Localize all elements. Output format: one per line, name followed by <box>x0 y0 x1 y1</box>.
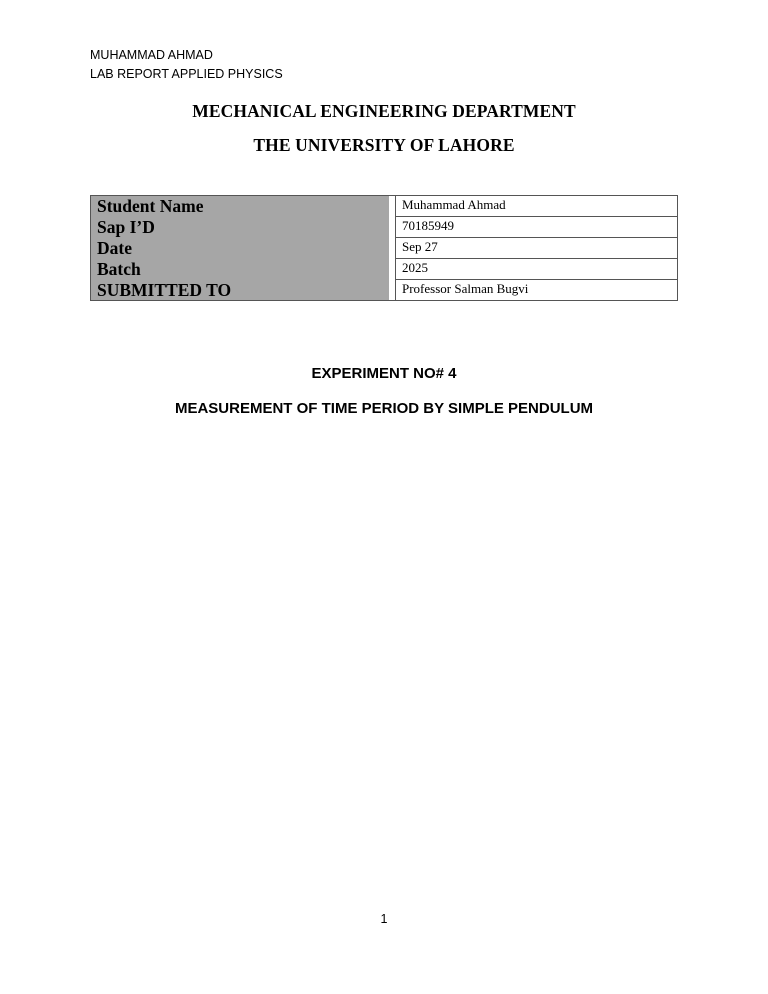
table-row <box>91 217 678 238</box>
header-author: MUHAMMAD AHMAD <box>90 48 213 62</box>
table-row <box>91 238 678 259</box>
sap-id-value: 70185949 <box>396 217 678 238</box>
department-title: MECHANICAL ENGINEERING DEPARTMENT <box>192 101 576 121</box>
submitted-to-label: SUBMITTED TO <box>91 280 390 301</box>
student-name-value: Muhammad Ahmad <box>396 196 678 217</box>
table-row <box>91 280 678 301</box>
date-label: Date <box>91 238 390 259</box>
batch-value: 2025 <box>396 259 678 280</box>
page-number: 1 <box>380 912 388 926</box>
submitted-to-value: Professor Salman Bugvi <box>396 280 678 301</box>
experiment-number: EXPERIMENT NO# 4 <box>311 365 457 382</box>
experiment-title: MEASUREMENT OF TIME PERIOD BY SIMPLE PENDULUM <box>174 400 594 417</box>
header-report-title: LAB REPORT APPLIED PHYSICS <box>90 67 283 81</box>
student-name-label: Student Name <box>91 196 390 217</box>
page-header <box>90 46 283 84</box>
table-row <box>91 259 678 280</box>
table-row <box>91 196 678 217</box>
date-value: Sep 27 <box>396 238 678 259</box>
university-title: THE UNIVERSITY OF LAHORE <box>253 135 515 155</box>
student-info-table <box>90 195 678 301</box>
batch-label: Batch <box>91 259 390 280</box>
sap-id-label: Sap I’D <box>91 217 390 238</box>
